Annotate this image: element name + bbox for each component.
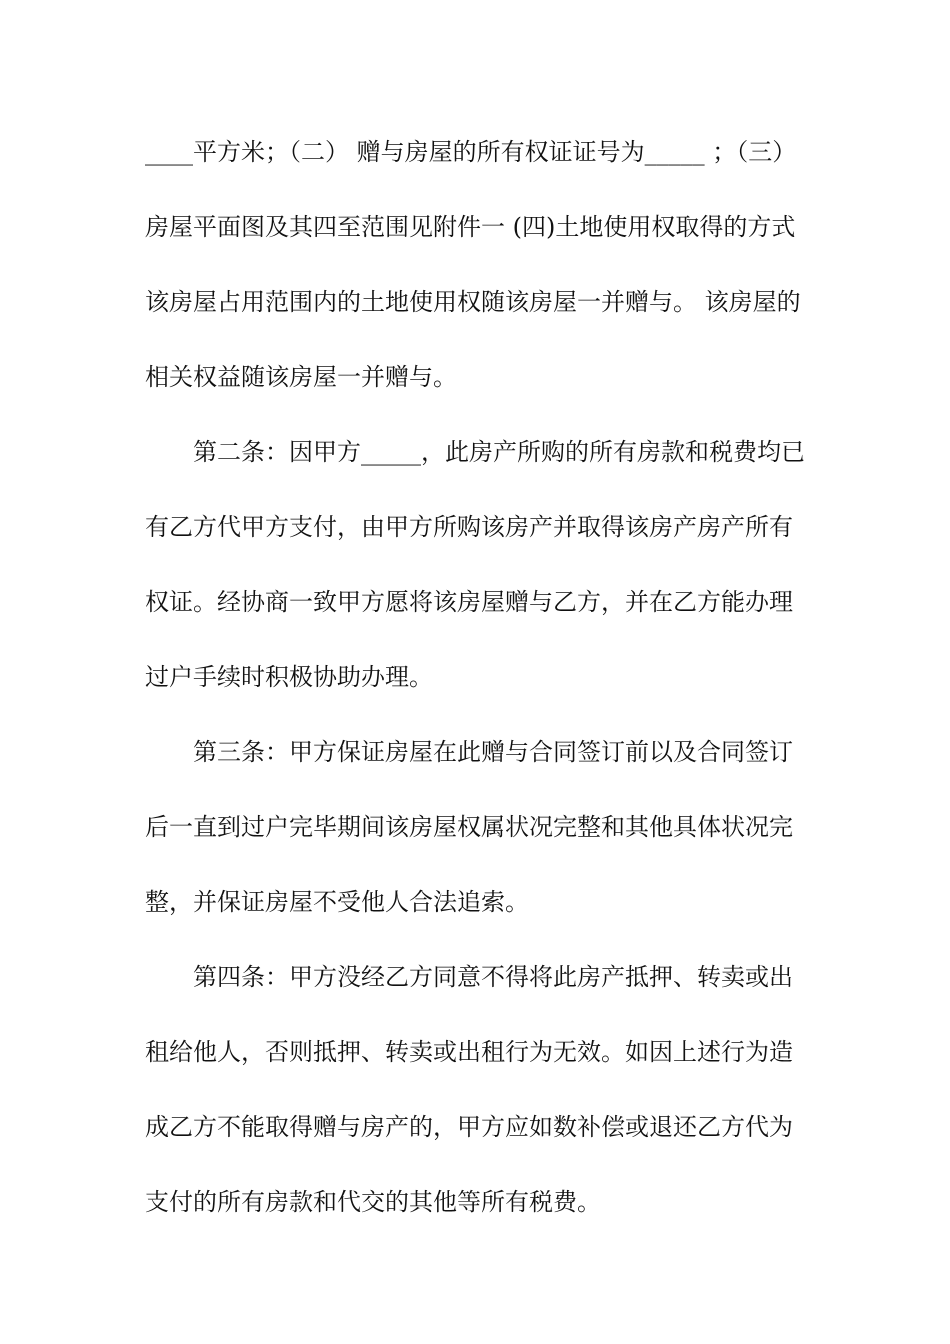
text-line: 支付的所有房款和代交的其他等所有税费。 [145,1188,601,1216]
text-line: 成乙方不能取得赠与房产的，甲方应如数补偿或退还乙方代为 [145,1113,793,1141]
article-2-first-line: 第二条：因甲方_____，此房产所购的所有房款和税费均已 [193,438,805,466]
text-line: 过户手续时积极协助办理。 [145,663,433,691]
text-line: 该房屋占用范围内的土地使用权随该房屋一并赠与。 该房屋的 [145,288,801,316]
text-line: 后一直到过户完毕期间该房屋权属状况完整和其他具体状况完 [145,813,793,841]
text-line: 整，并保证房屋不受他人合法追索。 [145,888,529,916]
article-3-first-line: 第三条：甲方保证房屋在此赠与合同签订前以及合同签订 [193,738,793,766]
text-line: ____平方米；（二） 赠与房屋的所有权证证号为_____ ；（三） [145,138,797,166]
text-line: 相关权益随该房屋一并赠与。 [145,363,457,391]
text-line: 权证。经协商一致甲方愿将该房屋赠与乙方，并在乙方能办理 [145,588,793,616]
text-line: 有乙方代甲方支付，由甲方所购该房产并取得该房产房产所有 [145,513,793,541]
text-line: 租给他人，否则抵押、转卖或出租行为无效。如因上述行为造 [145,1038,793,1066]
text-line: 房屋平面图及其四至范围见附件一 (四)土地使用权取得的方式 [145,213,796,241]
article-4-first-line: 第四条：甲方没经乙方同意不得将此房产抵押、转卖或出 [193,963,793,991]
